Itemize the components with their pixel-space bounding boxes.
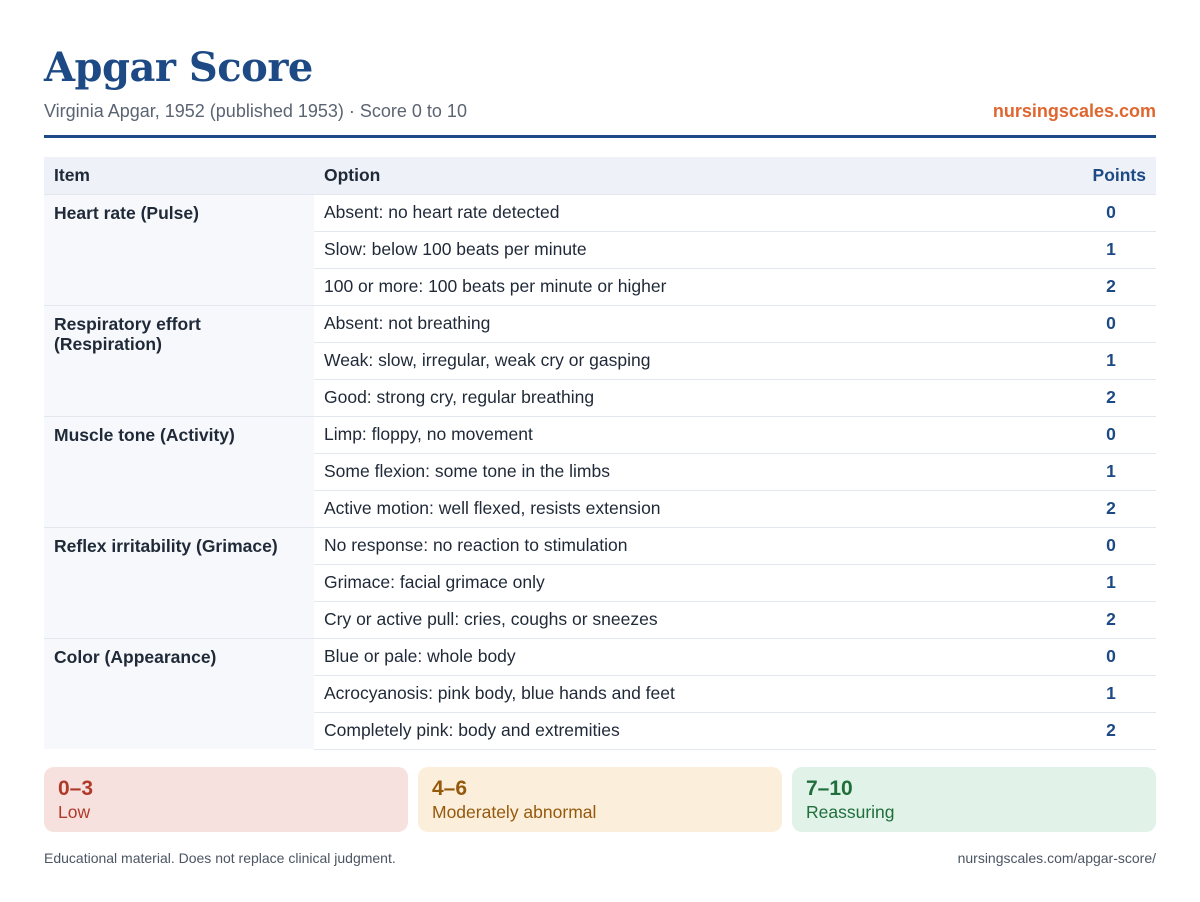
item-color: Color (Appearance) xyxy=(44,638,314,749)
footer-url[interactable]: nursingscales.com/apgar-score/ xyxy=(957,850,1156,866)
column-header-item: Item xyxy=(44,157,314,194)
apgar-table xyxy=(44,157,1156,750)
option-text: Absent: not breathing xyxy=(314,305,1066,342)
footer-disclaimer: Educational material. Does not replace clinical judgment. xyxy=(44,850,396,866)
option-text: Cry or active pull: cries, coughs or sneezes xyxy=(314,601,1066,638)
table-row xyxy=(44,305,1156,342)
score-band-low xyxy=(44,767,408,832)
page-subtitle: Virginia Apgar, 1952 (published 1953) · Score 0 to 10 xyxy=(44,101,467,121)
option-points: 1 xyxy=(1066,564,1156,601)
option-text: Slow: below 100 beats per minute xyxy=(314,231,1066,268)
option-points: 2 xyxy=(1066,379,1156,416)
option-points: 2 xyxy=(1066,268,1156,305)
option-text: Blue or pale: whole body xyxy=(314,638,1066,675)
band-range: 4–6 xyxy=(432,777,468,800)
option-points: 2 xyxy=(1066,490,1156,527)
option-points: 0 xyxy=(1066,416,1156,453)
option-points: 1 xyxy=(1066,675,1156,712)
table-row xyxy=(44,194,1156,231)
option-points: 0 xyxy=(1066,527,1156,564)
item-reflex-irritability: Reflex irritability (Grimace) xyxy=(44,527,314,638)
option-points: 1 xyxy=(1066,231,1156,268)
item-heart-rate: Heart rate (Pulse) xyxy=(44,194,314,305)
option-text: 100 or more: 100 beats per minute or higher xyxy=(314,268,1066,305)
band-range: 0–3 xyxy=(58,777,94,800)
band-label: Moderately abnormal xyxy=(432,802,597,822)
brand-link[interactable]: nursingscales.com xyxy=(992,101,1156,121)
table-row xyxy=(44,527,1156,564)
option-points: 2 xyxy=(1066,712,1156,749)
score-bands xyxy=(44,767,1156,832)
band-label: Reassuring xyxy=(806,802,895,822)
item-respiratory-effort: Respiratory effort (Respiration) xyxy=(44,305,314,416)
option-text: Completely pink: body and extremities xyxy=(314,712,1066,749)
page-title: Apgar Score xyxy=(44,44,313,91)
option-points: 0 xyxy=(1066,194,1156,231)
option-points: 0 xyxy=(1066,638,1156,675)
band-range: 7–10 xyxy=(806,777,853,800)
option-text: Good: strong cry, regular breathing xyxy=(314,379,1066,416)
item-muscle-tone: Muscle tone (Activity) xyxy=(44,416,314,527)
score-band-reassuring xyxy=(792,767,1156,832)
column-header-option: Option xyxy=(314,157,1066,194)
table-header-row xyxy=(44,157,1156,194)
option-text: Limp: floppy, no movement xyxy=(314,416,1066,453)
option-text: Some flexion: some tone in the limbs xyxy=(314,453,1066,490)
option-points: 0 xyxy=(1066,305,1156,342)
option-text: No response: no reaction to stimulation xyxy=(314,527,1066,564)
header-rule xyxy=(44,135,1156,138)
band-label: Low xyxy=(58,802,91,822)
option-text: Weak: slow, irregular, weak cry or gasping xyxy=(314,342,1066,379)
option-points: 1 xyxy=(1066,453,1156,490)
option-points: 2 xyxy=(1066,601,1156,638)
table-row xyxy=(44,416,1156,453)
option-text: Active motion: well flexed, resists extension xyxy=(314,490,1066,527)
table-row xyxy=(44,638,1156,675)
column-header-points: Points xyxy=(1066,157,1156,194)
option-text: Absent: no heart rate detected xyxy=(314,194,1066,231)
score-band-moderate xyxy=(418,767,782,832)
option-points: 1 xyxy=(1066,342,1156,379)
option-text: Grimace: facial grimace only xyxy=(314,564,1066,601)
option-text: Acrocyanosis: pink body, blue hands and feet xyxy=(314,675,1066,712)
